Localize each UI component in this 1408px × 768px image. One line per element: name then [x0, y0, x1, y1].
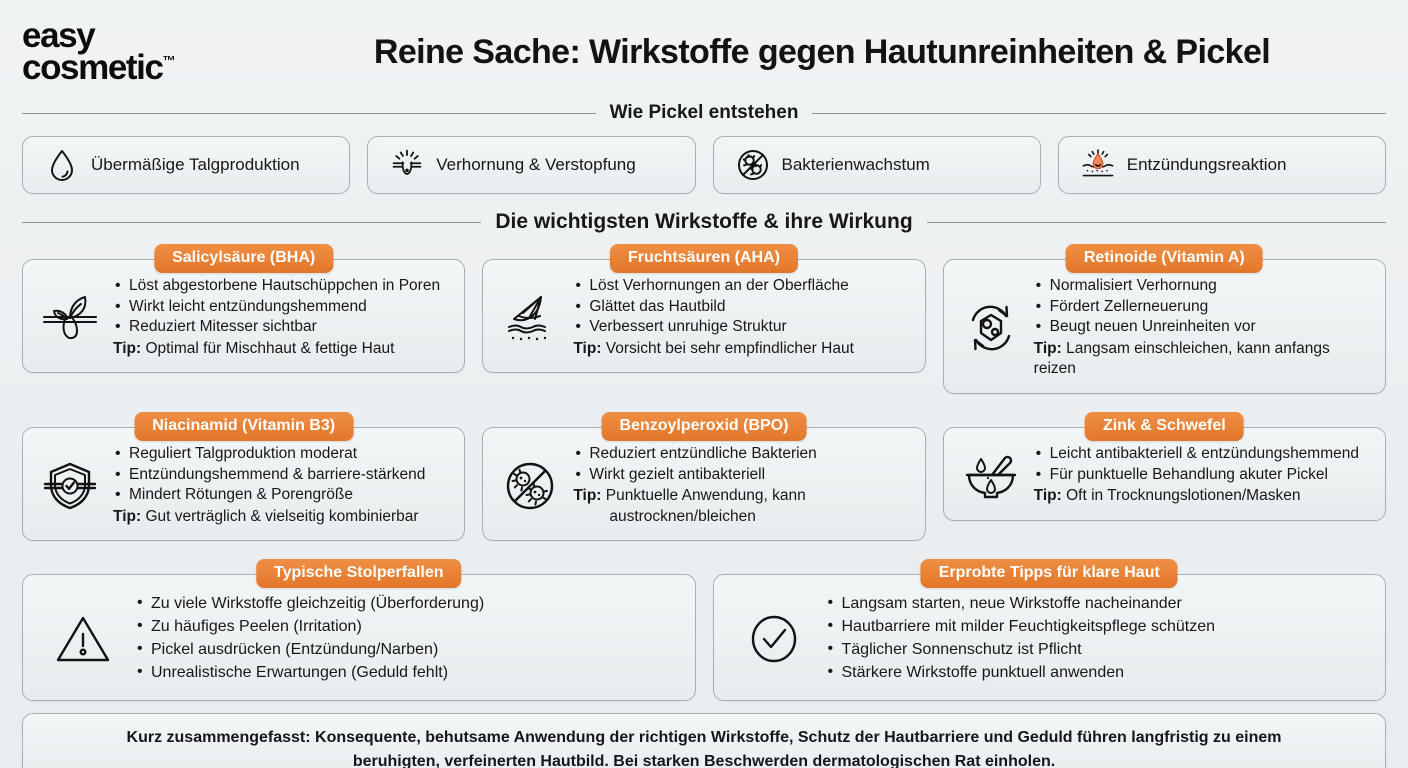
tip-label: Tip:: [573, 487, 602, 505]
tip-text: [113, 339, 450, 360]
pitfalls-card-title: Typische Stolperfallen: [256, 559, 462, 588]
bullet-item: • Stärkere Wirkstoffe punktuell anwenden: [826, 662, 1372, 685]
bottom-row: [22, 559, 1386, 701]
tip-body: Gut verträglich & vielseitig kombinierbar: [145, 507, 419, 525]
cause-chip-bakterien[interactable]: [713, 136, 1041, 194]
tip-continuation: austrocknen/bleichen: [609, 507, 756, 525]
bullet-item: • Pickel ausdrücken (Entzündung/Narben): [135, 639, 681, 662]
divider-rule-left: [22, 113, 596, 114]
tip-body: Oft in Trocknungslotionen/Masken: [1066, 487, 1301, 505]
bullet-list: [113, 276, 450, 338]
causes-section-divider: [22, 102, 1386, 124]
droplet-icon: [45, 148, 79, 182]
tip-label: Tip:: [1033, 339, 1062, 357]
cause-chip-verhornung[interactable]: [367, 136, 695, 194]
causes-row: [22, 136, 1386, 194]
summary-footer: [22, 713, 1386, 768]
bullet-item: • Fördert Zellerneuerung: [1034, 297, 1371, 318]
bullet-item: • Reduziert Mitesser sichtbar: [113, 317, 450, 338]
tip-label: Tip:: [573, 339, 602, 357]
cause-chip-entzuendung[interactable]: [1058, 136, 1386, 194]
bullet-item: • Normalisiert Verhornung: [1034, 276, 1371, 297]
no-bacteria-icon: [736, 148, 770, 182]
bullet-list: [135, 593, 681, 684]
actives-section-title: Die wichtigsten Wirkstoffe & ihre Wirkung: [495, 210, 913, 233]
bullet-list: [1034, 444, 1371, 485]
no-bacteria-circle-icon: [497, 459, 563, 513]
divider-rule-left: [22, 222, 481, 223]
bullet-list: [573, 276, 910, 338]
bullet-item: • Löst abgestorbene Hautschüppchen in Poren: [113, 276, 450, 297]
warning-triangle-icon: [41, 610, 125, 668]
brand-logo: [22, 15, 272, 87]
actives-section-divider: [22, 210, 1386, 234]
tip-label: Tip:: [113, 339, 142, 357]
active-card-benzoylperoxid: [482, 412, 925, 541]
active-card-retinoide: [943, 244, 1386, 394]
bullet-item: • Für punktuelle Behandlung akuter Pickel: [1034, 465, 1371, 486]
tip-text: [573, 339, 910, 360]
sprout-pore-icon: [37, 291, 103, 345]
shield-check-icon: [37, 459, 103, 513]
tip-body: Vorsicht bei sehr empfindlicher Haut: [605, 339, 854, 357]
bullet-item: • Hautbarriere mit milder Feuchtigkeitspflege schützen: [826, 616, 1372, 639]
page-header: [22, 0, 1386, 100]
active-card-title: Benzoylperoxid (BPO): [602, 412, 807, 441]
bullet-item: • Wirkt gezielt antibakteriell: [573, 465, 910, 486]
page-title: Reine Sache: Wirkstoffe gegen Hautunreinheiten & Pickel: [373, 32, 1271, 71]
bullet-item: • Mindert Rötungen & Porengröße: [113, 485, 450, 506]
lemon-slice-icon: [497, 291, 563, 345]
active-card-title: Salicylsäure (BHA): [154, 244, 333, 273]
bullet-item: • Verbessert unruhige Struktur: [573, 317, 910, 338]
summary-line-2: beruhigten, verfeinerten Hautbild. Bei starken Beschwerden dermatologischen Rat einholen.: [352, 752, 1056, 768]
active-card-niacinamid: [22, 412, 465, 541]
bullet-item: • Zu viele Wirkstoffe gleichzeitig (Überforderung): [135, 593, 681, 616]
bullet-item: • Zu häufiges Peelen (Irritation): [135, 616, 681, 639]
bullet-item: • Täglicher Sonnenschutz ist Pflicht: [826, 639, 1372, 662]
bullet-item: • Unrealistische Erwartungen (Geduld fehlt): [135, 662, 681, 685]
active-card-title: Niacinamid (Vitamin B3): [134, 412, 353, 441]
bullet-item: • Reguliert Talgproduktion moderat: [113, 444, 450, 465]
bullet-item: • Entzündungshemmend & barriere-stärkend: [113, 465, 450, 486]
actives-row-2: [22, 412, 1386, 541]
tips-card-title: Erprobte Tipps für klare Haut: [921, 559, 1178, 588]
cause-label: Entzündungsreaktion: [1126, 155, 1287, 174]
clogged-pore-icon: [390, 148, 424, 182]
tip-text: [1034, 486, 1371, 507]
tip-label: Tip:: [113, 507, 142, 525]
tip-label: Tip:: [1033, 487, 1062, 505]
bullet-item: • Leicht antibakteriell & entzündungshemmend: [1034, 444, 1371, 465]
brand-trademark: ™: [162, 53, 176, 68]
active-card-title: Zink & Schwefel: [1085, 412, 1244, 441]
active-card-salicylsaeure: [22, 244, 465, 394]
brand-line-1: easy: [22, 15, 95, 55]
active-card-title: Fruchtsäuren (AHA): [610, 244, 798, 273]
mortar-pestle-icon: [958, 448, 1024, 502]
active-card-fruchtsaeuren: [482, 244, 925, 394]
tips-card: [713, 559, 1387, 701]
tip-text: [113, 507, 450, 528]
bullet-list: [1034, 276, 1371, 338]
divider-rule-right: [812, 113, 1386, 114]
bullet-item: • Reduziert entzündliche Bakterien: [573, 444, 910, 465]
bullet-item: • Beugt neuen Unreinheiten vor: [1034, 317, 1371, 338]
cause-label: Übermäßige Talgproduktion: [91, 155, 300, 174]
cause-label: Verhornung & Verstopfung: [436, 155, 636, 174]
bullet-list: [113, 444, 450, 506]
tip-body: Optimal für Mischhaut & fettige Haut: [145, 339, 395, 357]
tip-text: [573, 486, 910, 527]
cause-chip-talgproduktion[interactable]: [22, 136, 350, 194]
active-card-zink-schwefel: [943, 412, 1386, 541]
check-circle-icon: [732, 610, 816, 668]
divider-rule-right: [927, 222, 1386, 223]
summary-line-1: Kurz zusammengefasst: Konsequente, behutsame Anwendung der richtigen Wirkstoffe, Schutz der Hautbarriere und Geduld führen langfristig zu einem: [126, 729, 1282, 747]
tip-text: [1034, 339, 1371, 380]
inflamed-skin-icon: [1081, 148, 1115, 182]
active-card-title: Retinoide (Vitamin A): [1066, 244, 1263, 273]
bullet-item: • Wirkt leicht entzündungshemmend: [113, 297, 450, 318]
cell-renewal-icon: [958, 301, 1024, 355]
bullet-list: [826, 593, 1372, 684]
actives-row-1: [22, 244, 1386, 394]
brand-line-2: cosmetic: [22, 48, 163, 87]
bullet-list: [573, 444, 910, 485]
bullet-item: • Langsam starten, neue Wirkstoffe nacheinander: [826, 593, 1372, 616]
pitfalls-card: [22, 559, 696, 701]
bullet-item: • Löst Verhornungen an der Oberfläche: [573, 276, 910, 297]
tip-body: Punktuelle Anwendung, kann: [605, 487, 806, 505]
causes-section-title: Wie Pickel entstehen: [609, 102, 799, 123]
bullet-item: • Glättet das Hautbild: [573, 297, 910, 318]
tip-body: Langsam einschleichen, kann anfangs reizen: [1033, 339, 1330, 378]
cause-label: Bakterienwachstum: [781, 155, 930, 174]
